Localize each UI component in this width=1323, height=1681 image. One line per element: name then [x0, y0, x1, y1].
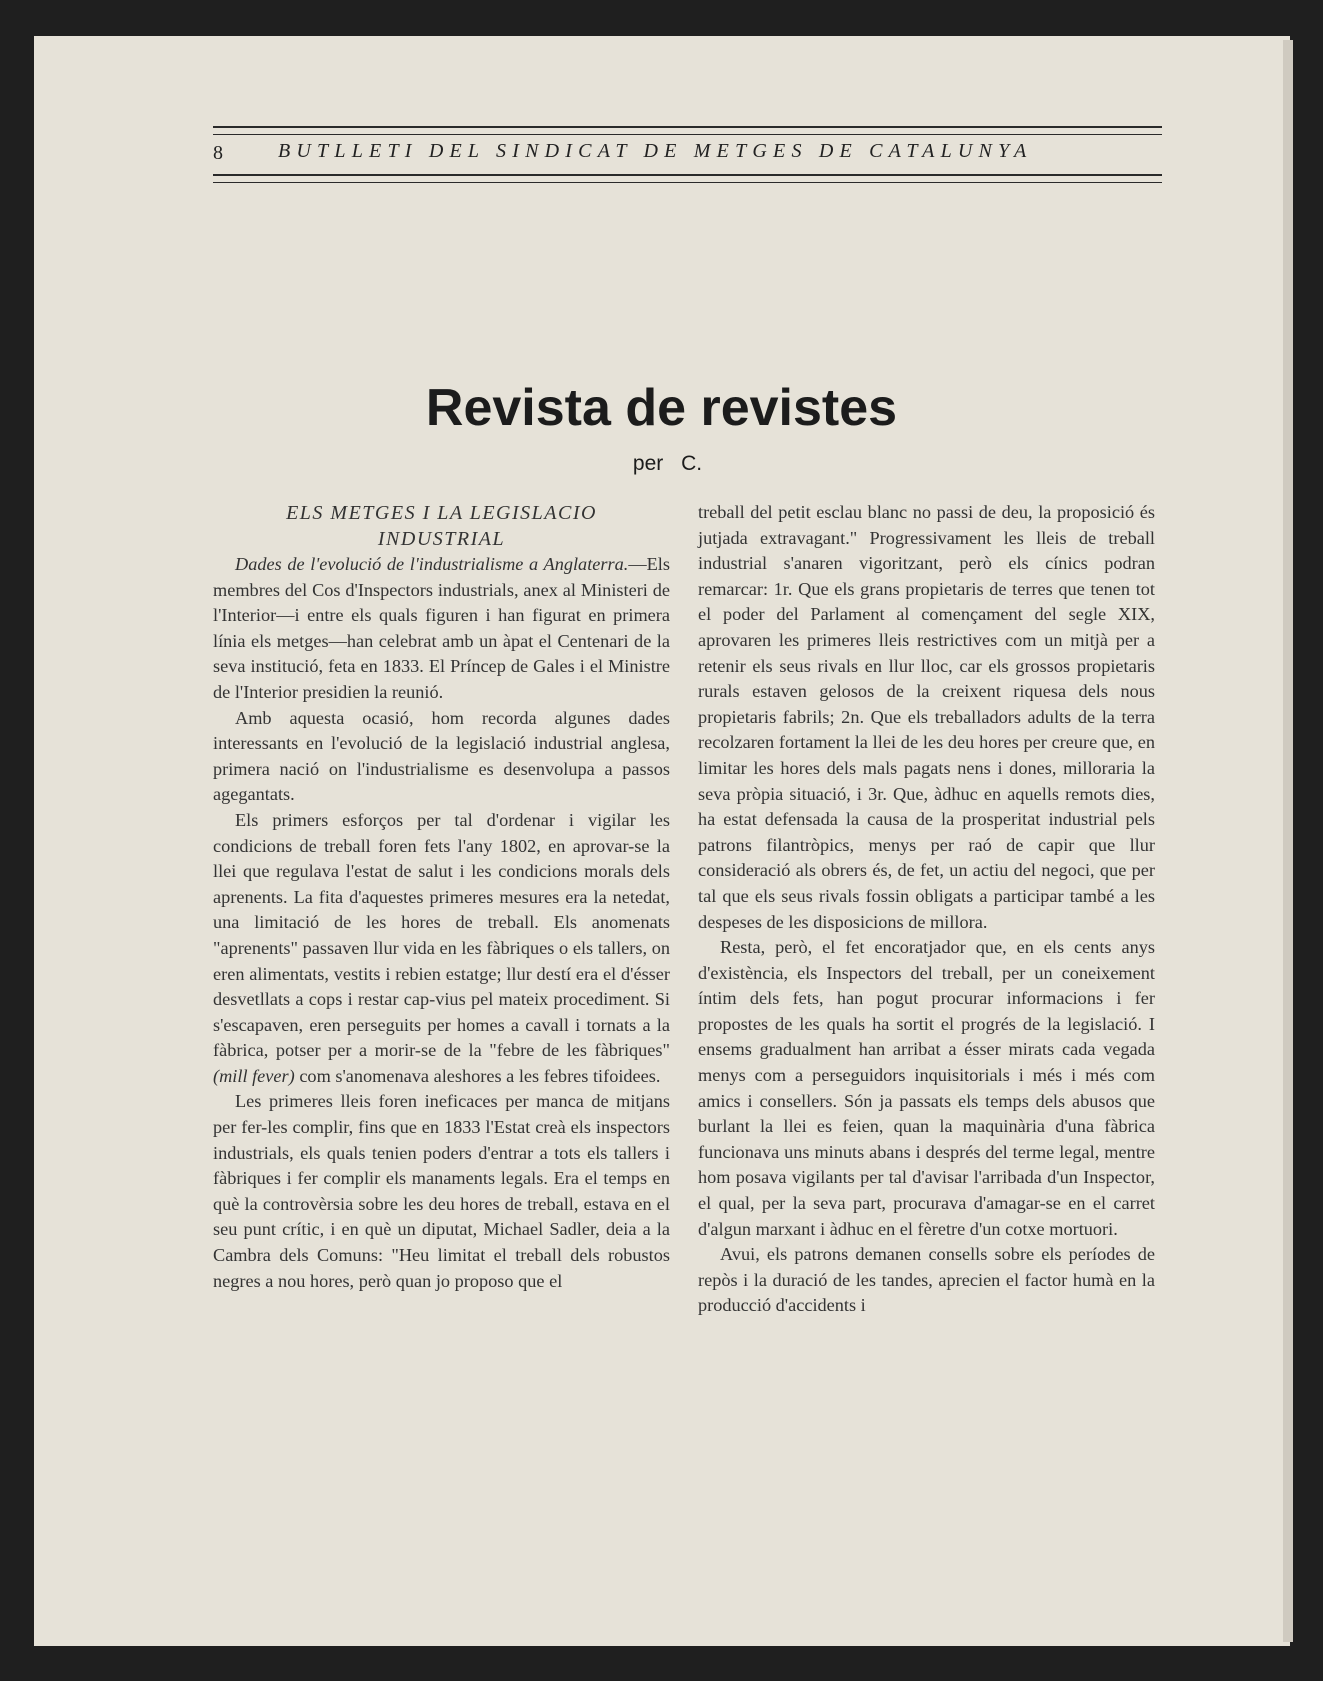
page-edge [1283, 40, 1293, 1642]
section-heading [213, 500, 670, 552]
running-title: BUTLLETI DEL SINDICAT DE METGES DE CATALUNYA [278, 140, 1033, 162]
paragraph-1-text: —Els membres del Cos d'Inspectors industrials, anex al Ministeri de l'Interior—i entre els quals figuren i han figurat en primera línia els metges—han celebrat amb un àpat el Centenari de la seva institució, feta en 1833. El Príncep de Gales i el Ministre de l'Interior presidien la reunió. [213, 554, 670, 702]
paragraph-lead: Dades de l'evolució de l'industrialisme a Anglaterra. [235, 554, 629, 574]
article-title: Revista de revistes [425, 379, 898, 437]
paragraph-2: Amb aquesta ocasió, hom recorda algunes dades interessants en l'evolució de la legislació industrial anglesa, primera nació on l'industrialisme es desenvolupa a passos agegantats. [213, 707, 670, 805]
paragraph-5: treball del petit esclau blanc no passi de deu, la proposició és jutjada extravagant." Progressivament les lleis de treball industrial s'anaren vigoritzant, però els cínics podran remarcar: 1r. Que els grans propietaris de terres que tenen tot el poder del Parlament al començament del segle XIX, aprovaren les primeres lleis restrictives com un mitjà per a retenir els seus rivals en llur lloc, car els grossos propietaris rurals estaven gelosos de la creixent riquesa dels nous propietaris fabrils; 2n. Que els treballadors adults de la terra recolzaren fortament la llei de les deu hores per creure que, en limitar les hores dels mals pagats nens i dones, milloraria la seva pròpia situació, i 3r. Que, àdhuc en aquells remots dies, ha estat defensada la causa de la prosperitat industrial pels patrons filantròpics, menys per raó de capir que llur consideració als obrers és, de fet, un actiu del negoci, que per tal que els seus rivals fossin obligats a participar també a les despeses de les disposicions de millora. [698, 502, 1155, 932]
paragraph-7: Avui, els patrons demanen consells sobre els períodes de repòs i la duració de les tandes, aprecien el factor humà en la producció d'accidents i [698, 1244, 1155, 1316]
right-column [698, 500, 1155, 1319]
paragraph-1 [213, 552, 670, 706]
byline-prefix: per [632, 452, 664, 475]
running-header [213, 126, 1162, 184]
paragraph-3-italic: (mill fever) [213, 1065, 295, 1086]
paragraph-6: Resta, però, el fet encoratjador que, en els cents anys d'existència, els Inspectors del treball, per un coneixement íntim dels fets, han pogut procurar informacions i fer propostes de les quals ha sortit el progrés de la legislació. I ensems gradualment han arribat a ésser mirats cada vegada menys com a perseguidors inquisitorials i més i més com amics i consellers. Són ja passats els temps dels abusos que burlant la llei es feien, quan la maquinària d'una fàbrica funcionava uns minuts abans i després del terme legal, mentre hom posava vigilants per tal d'avisar l'arribada d'un Inspector, el qual, per la seva part, procurava d'amagar-se en el carret d'algun marxant i àdhuc en el fèretre d'un cotxe mortuori. [698, 937, 1155, 1239]
header-rule-top [213, 126, 1162, 135]
header-rule-bottom [213, 174, 1162, 183]
article-byline [0, 452, 1323, 476]
paragraph-4: Les primeres lleis foren ineficaces per manca de mitjans per fer-les complir, fins que en 1833 l'Estat creà els inspectors industrials, els quals tenien poders d'entrar a tots els tallers i fàbriques i fer complir els manaments legals. Era el temps en què la controvèrsia sobre les deu hores de treball, estava en el seu punt crític, i en què un diputat, Michael Sadler, deia a la Cambra dels Comuns: "Heu limitat el treball dels robustos negres a nou hores, però quan jo proposo que el [213, 1091, 670, 1291]
paragraph-3 [213, 808, 670, 1090]
paragraph-3-b: com s'anomenava aleshores a les febres tifoidees. [299, 1065, 661, 1086]
paragraph-3-a: Els primers esforços per tal d'ordenar i vigilar les condicions de treball foren fets l'any 1802, en aprovar-se la llei que regulava l'estat de salut i les condicions morals dels aprenents. La fita d'aquestes primeres mesures era la netedat, una limitació de les hores de treball. Els anomenats "aprenents" passaven llur vida en les fàbriques o els tallers, on eren alimentats, vestits i rebien estatge; llur destí era el d'ésser desvetllats a cops i restar cap-vius pel mateix procediment. Si s'escapaven, eren perseguits per homes a cavall i tornats a la fàbrica, potser per a morir-se de la "febre de les fàbriques" [213, 809, 670, 1061]
left-column [213, 500, 670, 1294]
byline-author: C. [681, 452, 703, 475]
section-heading-line-1: ELS METGES I LA LEGISLACIO [286, 502, 597, 524]
page-number: 8 [213, 142, 223, 164]
section-heading-line-2: INDUSTRIAL [377, 528, 506, 550]
